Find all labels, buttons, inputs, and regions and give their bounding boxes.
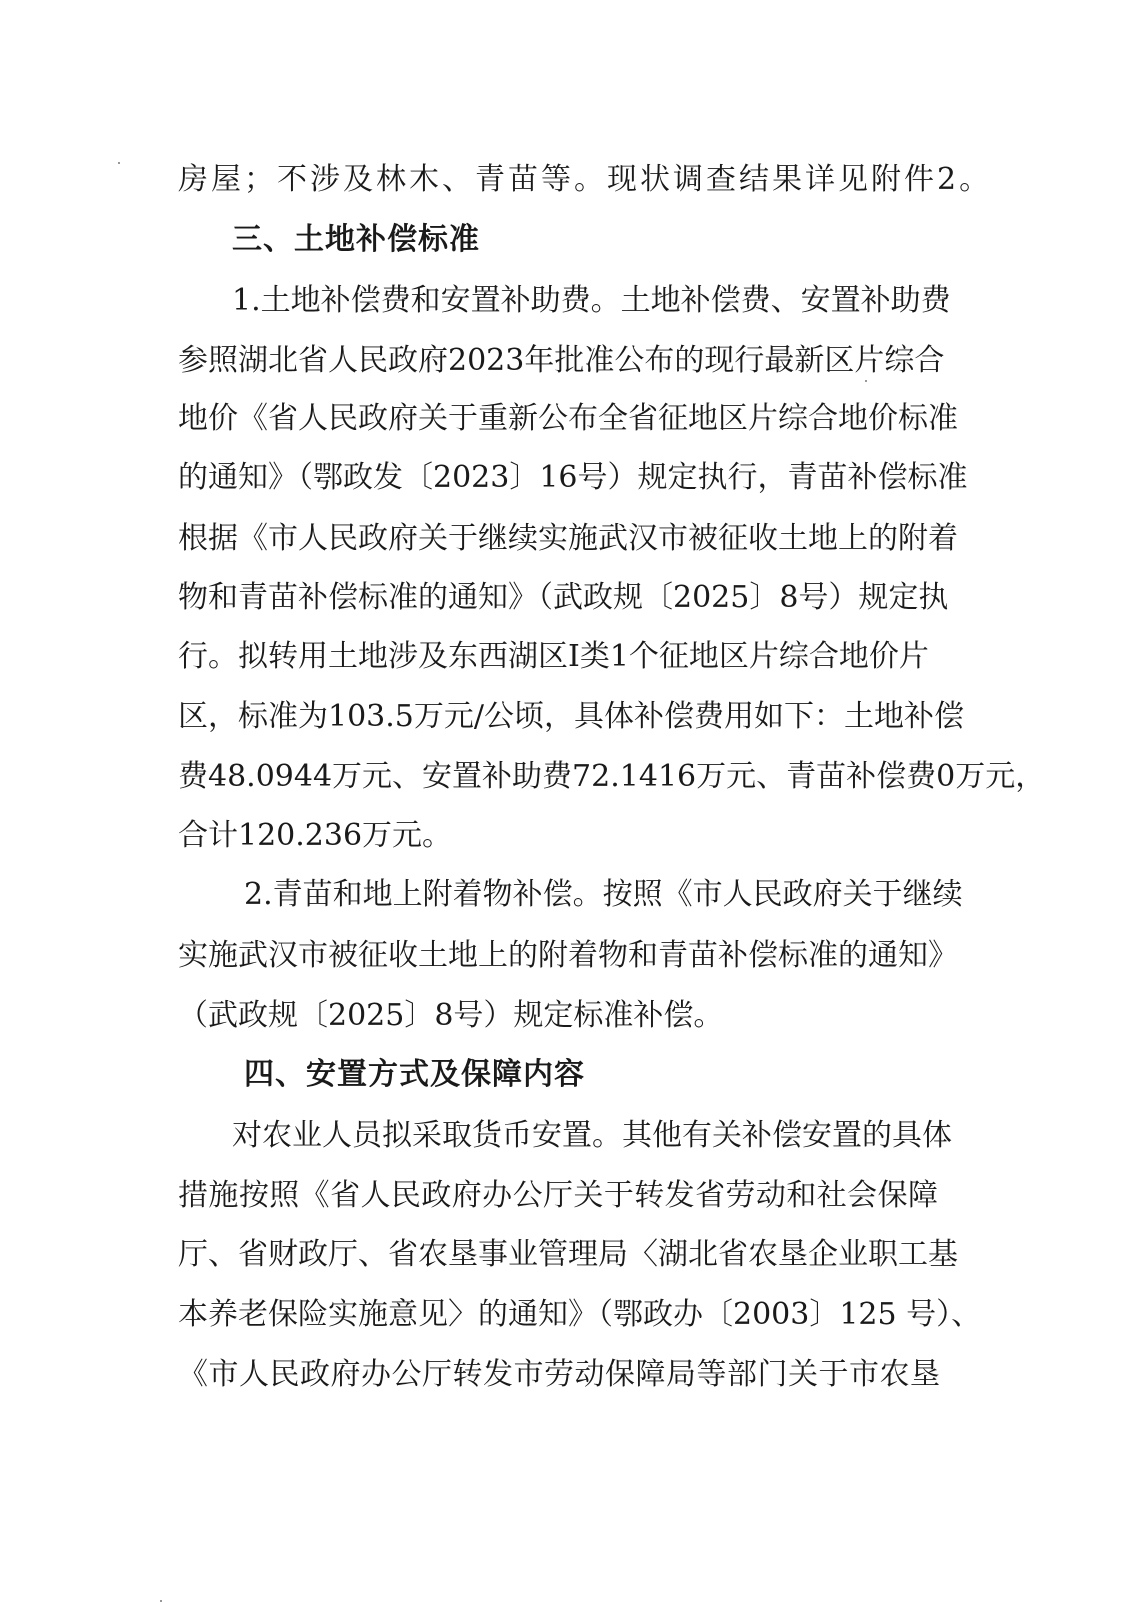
text-line-9: 行。拟转用土地涉及东西湖区Ⅰ类1个征地区片综合地价片 [178, 639, 929, 674]
text-line-4: 参照湖北省人民政府2023年批准公布的现行最新区片综合 [178, 343, 945, 378]
section-heading-4: 四、安置方式及保障内容 [244, 1057, 585, 1092]
text-line-10: 区，标准为103.5万元/公顷，具体补偿费用如下：土地补偿 [178, 699, 964, 734]
text-line-15: （武政规〔2025〕8号）规定标准补偿。 [178, 998, 724, 1033]
text-line-19: 厅、省财政厅、省农垦事业管理局〈湖北省农垦企业职工基 [178, 1237, 958, 1272]
text-line-11: 费48.0944万元、安置补助费72.1416万元、青苗补偿费0万元， [178, 759, 1046, 794]
text-line-5: 地价《省人民政府关于重新公布全省征地区片综合地价标准 [178, 401, 958, 436]
scan-speck [118, 162, 120, 164]
text-line-6: 的通知》（鄂政发〔2023〕16号）规定执行，青苗补偿标准 [178, 460, 968, 495]
text-line-14: 实施武汉市被征收土地上的附着物和青苗补偿标准的通知》 [178, 938, 958, 973]
text-line-8: 物和青苗补偿标准的通知》（武政规〔2025〕8号）规定执 [178, 580, 949, 615]
scan-speck [865, 380, 867, 382]
text-line-20: 本养老保险实施意见〉的通知》（鄂政办〔2003〕125 号）、 [178, 1297, 982, 1332]
text-line-7: 根据《市人民政府关于继续实施武汉市被征收土地上的附着 [178, 521, 958, 556]
text-line-3: 1.土地补偿费和安置补助费。土地补偿费、安置补助费 [232, 283, 951, 318]
section-heading-3: 三、土地补偿标准 [232, 222, 480, 257]
text-line-21: 《市人民政府办公厅转发市劳动保障局等部门关于市农垦 [178, 1357, 940, 1392]
text-line-18: 措施按照《省人民政府办公厅关于转发省劳动和社会保障 [178, 1178, 938, 1213]
text-line-1: 房屋；不涉及林木、青苗等。现状调查结果详见附件2。 [178, 162, 993, 197]
text-line-13: 2.青苗和地上附着物补偿。按照《市人民政府关于继续 [244, 877, 963, 912]
text-line-12: 合计120.236万元。 [178, 818, 453, 853]
text-line-17: 对农业人员拟采取货币安置。其他有关补偿安置的具体 [232, 1118, 952, 1153]
